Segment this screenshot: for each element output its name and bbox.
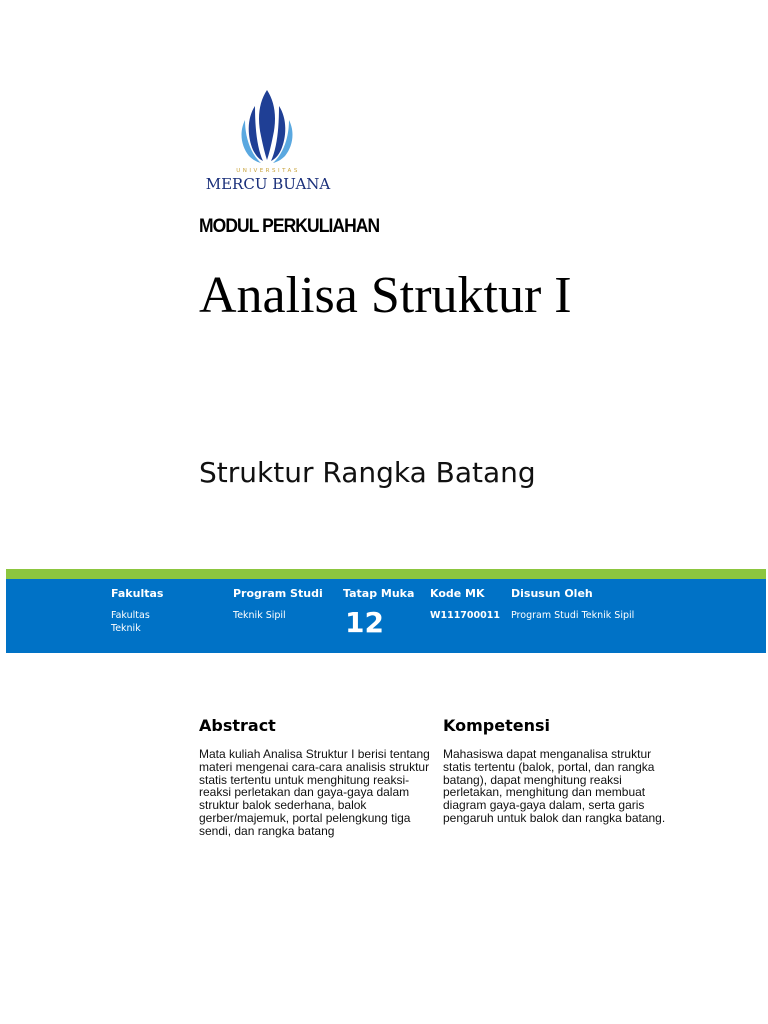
info-value-program-studi: Teknik Sipil: [233, 610, 286, 621]
info-head-kode-mk: Kode MK: [430, 587, 485, 600]
logo-small-text: UNIVERSITAS: [236, 168, 300, 174]
mercu-buana-logo-icon: [199, 88, 337, 194]
info-head-disusun-oleh: Disusun Oleh: [511, 587, 593, 600]
page-title: Analisa Struktur I: [199, 267, 572, 324]
info-value-disusun-oleh: Program Studi Teknik Sipil: [511, 610, 635, 621]
info-head-fakultas: Fakultas: [111, 587, 164, 600]
info-value-tatap-muka: 12: [345, 606, 384, 639]
abstract-body: Mata kuliah Analisa Struktur I berisi tentang materi mengenai cara-cara analisis struktur statis tertentu untuk menghitung reaksi-reaksi perletakan dan gaya-gaya dalam struktur balok sederhana, balok gerber/majemuk, portal pelengkung tiga sendi, dan rangka batang: [199, 747, 430, 838]
info-value-fakultas: Fakultas Teknik: [111, 610, 150, 634]
info-band: [6, 579, 766, 653]
kompetensi-body: Mahasiswa dapat menganalisa struktur statis tertentu (balok, portal, dan rangka batang), dapat menghitung reaksi perletakan, menghitung dan membuat diagram gaya-gaya dalam, serta garis pengaruh untuk balok dan rangka batang.: [443, 747, 666, 825]
abstract-heading: Abstract: [199, 716, 276, 735]
university-logo: [199, 88, 337, 194]
logo-name-text: MERCU BUANA: [205, 175, 331, 193]
green-divider-bar: [6, 569, 766, 579]
page-subtitle: Struktur Rangka Batang: [199, 456, 536, 489]
info-value-kode-mk: W111700011: [430, 610, 500, 621]
info-head-program-studi: Program Studi: [233, 587, 323, 600]
info-head-tatap-muka: Tatap Muka: [343, 587, 415, 600]
modul-label: MODUL PERKULIAHAN: [199, 216, 380, 237]
kompetensi-heading: Kompetensi: [443, 716, 550, 735]
